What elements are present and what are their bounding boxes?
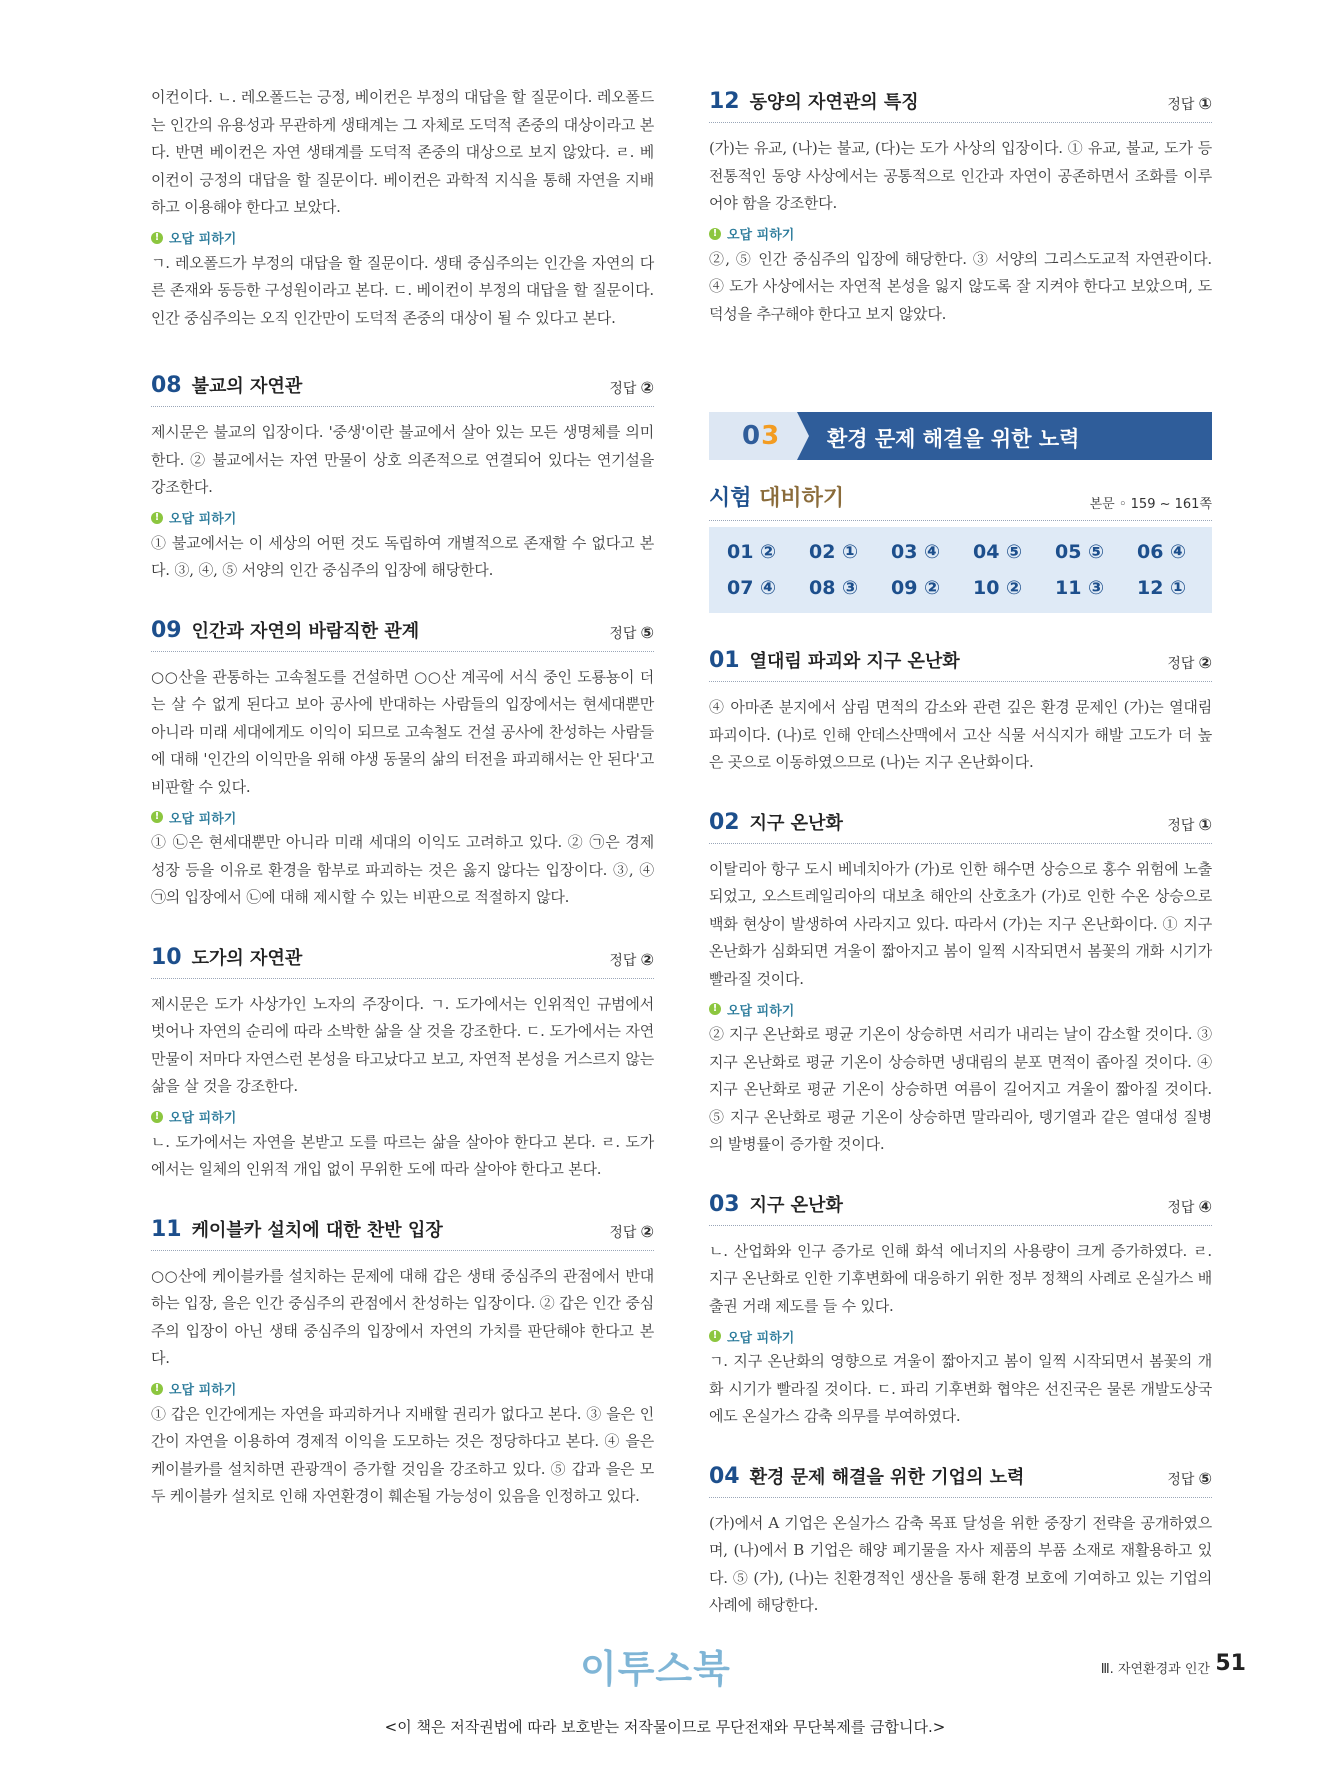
explanation: 제시문은 도가 사상가인 노자의 주장이다. ㄱ. 도가에서는 인위적인 규범에서 벗어나 자연의 순리에 따라 소박한 삶을 살 것을 강조한다. ㄷ. 도가에서는 자연 만물이 저마다 자연스런 본성을 타고났다고 보고, 자연적 본성을 거스르지 않는 삶을 살 것을 강조한다. [151, 994, 654, 1095]
question-12 [709, 84, 1212, 328]
question-title: 도가의 자연관 [191, 947, 303, 969]
answer-cell: 05 ⑤ [1055, 541, 1105, 563]
wrong-answer-heading: ! 오답 피하기 [709, 1326, 1212, 1346]
answer-label: 정답 ② [1167, 653, 1212, 672]
answer-cell: 11 ③ [1055, 577, 1105, 599]
exclamation-icon: ! [709, 1330, 721, 1342]
question-r03 [709, 1187, 1212, 1431]
exam-prep-header [709, 480, 1212, 521]
page-reference: 본문 ◦ 159 ~ 161쪽 [1089, 497, 1212, 512]
question-title: 열대림 파괴와 지구 온난화 [749, 651, 960, 672]
answer-grid [709, 527, 1212, 613]
question-number: 02 [709, 809, 740, 835]
answer-label: 정답 ④ [1167, 1196, 1212, 1216]
question-number: 11 [151, 1216, 182, 1242]
question-number: 08 [151, 373, 182, 398]
question-r01 [709, 643, 1212, 777]
question-number: 01 [709, 648, 740, 673]
answer-label: 정답 ⑤ [1167, 1468, 1212, 1488]
wrong-answer-text: ② 지구 온난화로 평균 기온이 상승하면 서리가 내리는 날이 감소할 것이다. ③ 지구 온난화로 평균 기온이 상승하면 냉대림의 분포 면적이 좁아질 것이다. ④ 지구 온난화로 평균 기온이 상승하면 여름이 길어지고 겨울이 짧아질 것이다. ⑤ 지구 온난화로 평균 기온이 상승하면 말라리아, 뎅기열과 같은 열대성 질병의 발병률이 증가할 것이다. [709, 1025, 1212, 1153]
answer-cell: 12 ① [1137, 577, 1187, 599]
wrong-answer-heading: ! 오답 피하기 [151, 228, 654, 248]
section-number: 03 [742, 421, 781, 451]
wrong-answer-text: ㄱ. 지구 온난화의 영향으로 겨울이 짧아지고 봄이 일찍 시작되면서 봄꽃의 개화 시기가 빨라질 것이다. ㄷ. 파리 기후변화 협약은 선진국은 물론 개발도상국에도 온실가스 감축 의무를 부여하였다. [709, 1352, 1212, 1425]
wrong-answer-text: ㄱ. 레오폴드가 부정의 대답을 할 질문이다. 생태 중심주의는 인간을 자연의 다른 존재와 동등한 구성원이라고 본다. ㄷ. 베이컨이 부정의 대답을 할 질문이다. 인간 중심주의는 오직 인간만이 도덕적 존중의 대상이 될 수 있다고 본다. [151, 253, 654, 327]
explanation: ○○산에 케이블카를 설치하는 문제에 대해 갑은 생태 중심주의 관점에서 반대하는 입장, 을은 인간 중심주의 관점에서 찬성하는 입장이다. ② 갑은 인간 중심주의 입장이 아닌 생태 중심주의 입장에서 자연의 가치를 판단해야 한다고 본다. [151, 1266, 654, 1367]
section-banner [709, 412, 1212, 460]
exclamation-icon: ! [709, 1003, 721, 1015]
answer-label: 정답 ② [609, 1221, 654, 1241]
answer-cell: 10 ② [973, 577, 1023, 599]
answer-cell: 07 ④ [727, 577, 777, 599]
exclamation-icon: ! [151, 1111, 163, 1123]
answer-cell: 08 ③ [809, 577, 859, 599]
answer-cell: 06 ④ [1137, 541, 1187, 563]
exclamation-icon: ! [151, 1383, 163, 1395]
intro-paragraph: 이컨이다. ㄴ. 레오폴드는 긍정, 베이컨은 부정의 대답을 할 질문이다. 레오폴드는 인간의 유용성과 무관하게 생태계는 그 자체로 도덕적 존중의 대상이라고 본다. 반면 베이컨은 자연 생태계를 도덕적 존중의 대상으로 보지 않았다. ㄹ. 베이컨이 긍정의 대답을 할 질문이다. 베이컨은 과학적 지식을 통해 자연을 지배하고 이용해야 한다고 보았다. [151, 88, 654, 216]
question-r04 [709, 1459, 1212, 1620]
explanation: ④ 아마존 분지에서 삼림 면적의 감소와 관련 깊은 환경 문제인 (가)는 열대림 파괴이다. (나)로 인해 안데스산맥에서 고산 식물 서식지가 해발 고도가 더 높은 곳으로 이동하였으므로 (나)는 지구 온난화이다. [709, 698, 1212, 771]
answer-cell: 09 ② [891, 577, 941, 599]
question-10 [151, 940, 654, 1184]
exam-prep-title: 시험 대비하기 [709, 486, 845, 511]
wrong-answer-heading: ! 오답 피하기 [709, 999, 1212, 1019]
section-title: 환경 문제 해결을 위한 노력 [827, 427, 1080, 451]
exclamation-icon: ! [151, 232, 163, 244]
question-number: 10 [151, 944, 182, 970]
exclamation-icon: ! [151, 811, 163, 823]
chapter-label: Ⅲ. 자연환경과 인간 [1100, 1662, 1210, 1677]
answer-label: 정답 ⑤ [609, 622, 654, 642]
question-title: 환경 문제 해결을 위한 기업의 노력 [749, 1466, 1025, 1488]
question-number: 03 [709, 1191, 740, 1217]
explanation: ㄴ. 산업화와 인구 증가로 인해 화석 에너지의 사용량이 크게 증가하였다. ㄹ. 지구 온난화로 인한 기후변화에 대응하기 위한 정부 정책의 사례로 온실가스 배출권 거래 제도를 들 수 있다. [709, 1241, 1212, 1315]
explanation: (가)는 유교, (나)는 불교, (다)는 도가 사상의 입장이다. ① 유교, 불교, 도가 등 전통적인 동양 사상에서는 공통적으로 인간과 자연이 공존하면서 조화를 이루어야 함을 강조한다. [709, 139, 1212, 212]
question-number: 12 [709, 89, 740, 114]
page-number: 51 [1215, 1651, 1246, 1676]
answer-cell: 02 ① [809, 541, 859, 563]
question-09 [151, 613, 654, 912]
explanation: (가)에서 A 기업은 온실가스 감축 목표 달성을 위한 중장기 전략을 공개하였으며, (나)에서 B 기업은 해양 폐기물을 자사 제품의 부품 소재로 재활용하고 있다. ⑤ (가), (나)는 친환경적인 생산을 통해 환경 보호에 기여하고 있는 기업의 사례에 해당한다. [709, 1513, 1212, 1614]
answer-cell: 04 ⑤ [973, 541, 1023, 563]
wrong-answer-heading: ! 오답 피하기 [709, 224, 1212, 244]
right-column [709, 84, 1212, 1648]
question-title: 케이블카 설치에 대한 찬반 입장 [191, 1219, 443, 1241]
answer-label: 정답 ② [609, 949, 654, 969]
left-column [151, 84, 654, 1539]
answer-label: 정답 ② [609, 378, 654, 397]
wrong-answer-text: ① ㉡은 현세대뿐만 아니라 미래 세대의 이익도 고려하고 있다. ② ㉠은 경제 성장 등을 이유로 환경을 함부로 파괴하는 것은 옳지 않다는 입장이다. ③, ④ ㉠의 입장에서 ㉡에 대해 제시할 수 있는 비판으로 적절하지 않다. [151, 833, 654, 906]
question-title: 지구 온난화 [749, 812, 843, 834]
wrong-answer-heading: ! 오답 피하기 [151, 1107, 654, 1127]
question-title: 동양의 자연관의 특징 [749, 92, 919, 113]
answer-label: 정답 ① [1167, 814, 1212, 834]
wrong-answer-heading: ! 오답 피하기 [151, 1379, 654, 1399]
explanation: ○○산을 관통하는 고속철도를 건설하면 ○○산 계곡에 서식 중인 도룡뇽이 더는 살 수 없게 된다고 보아 공사에 반대하는 사람들의 입장에서는 현세대뿐만 아니라 미래 세대에게도 이익이 되므로 고속철도 건설 공사에 찬성하는 사람들에 대해 '인간의 이익만을 위해 야생 동물의 삶의 터전을 파괴해서는 안 된다'고 비판할 수 있다. [151, 667, 654, 796]
question-title: 인간과 자연의 바람직한 관계 [191, 620, 420, 642]
wrong-answer-heading: ! 오답 피하기 [151, 508, 654, 528]
answer-cell: 01 ② [727, 541, 777, 563]
explanation: 제시문은 불교의 입장이다. '중생'이란 불교에서 살아 있는 모든 생명체를 의미한다. ② 불교에서는 자연 만물이 상호 의존적으로 연결되어 있다는 연기설을 강조한다. [151, 423, 654, 496]
answer-cell: 03 ④ [891, 541, 941, 563]
exclamation-icon: ! [151, 512, 163, 524]
question-number: 09 [151, 617, 182, 643]
question-08 [151, 368, 654, 585]
wrong-answer-text: ① 불교에서는 이 세상의 어떤 것도 독립하여 개별적으로 존재할 수 없다고 본다. ③, ④, ⑤ 서양의 인간 중심주의 입장에 해당한다. [151, 533, 654, 579]
wrong-answer-heading: ! 오답 피하기 [151, 807, 654, 827]
exclamation-icon: ! [709, 228, 721, 240]
question-11 [151, 1212, 654, 1511]
wrong-answer-text: ① 갑은 인간에게는 자연을 파괴하거나 지배할 권리가 없다고 본다. ③ 을은 인간이 자연을 이용하여 경제적 이익을 도모하는 것은 정당하다고 본다. ④ 을은 케이블카를 설치하면 관광객이 증가할 것임을 강조하고 있다. ⑤ 갑과 을은 모두 케이블카 설치로 인해 자연환경이 훼손될 가능성이 있음을 인정하고 있다. [151, 1404, 654, 1505]
question-r02 [709, 805, 1212, 1159]
explanation: 이탈리아 항구 도시 베네치아가 (가)로 인한 해수면 상승으로 홍수 위험에 노출되었고, 오스트레일리아의 대보초 해안의 산호초가 (가)로 인한 수온 상승으로 백화 현상이 발생하여 사라지고 있다. 따라서 (가)는 지구 온난화이다. ① 지구 온난화가 심화되면 겨울이 짧아지고 봄이 일찍 시작되면서 봄꽃의 개화 시기가 빨라질 것이다. [709, 859, 1212, 988]
question-title: 불교의 자연관 [191, 376, 303, 397]
question-number: 04 [709, 1463, 740, 1489]
wrong-answer-text: ㄴ. 도가에서는 자연을 본받고 도를 따르는 삶을 살아야 한다고 본다. ㄹ. 도가에서는 일체의 인위적 개입 없이 무위한 도에 따라 살아야 한다고 본다. [151, 1132, 654, 1178]
publisher-logo: 이투스북 [580, 1647, 731, 1691]
wrong-answer-text: ②, ⑤ 인간 중심주의 입장에 해당한다. ③ 서양의 그리스도교적 자연관이다. ④ 도가 사상에서는 자연적 본성을 잃지 않도록 잘 지켜야 한다고 보았으며, 도덕성을 추구해야 한다고 보지 않았다. [709, 249, 1212, 323]
question-title: 지구 온난화 [749, 1194, 843, 1216]
answer-label: 정답 ① [1167, 94, 1212, 113]
copyright-notice: <이 책은 저작권법에 따라 보호받는 저작물이므로 무단전재와 무단복제를 금합니다.> [384, 1718, 946, 1736]
